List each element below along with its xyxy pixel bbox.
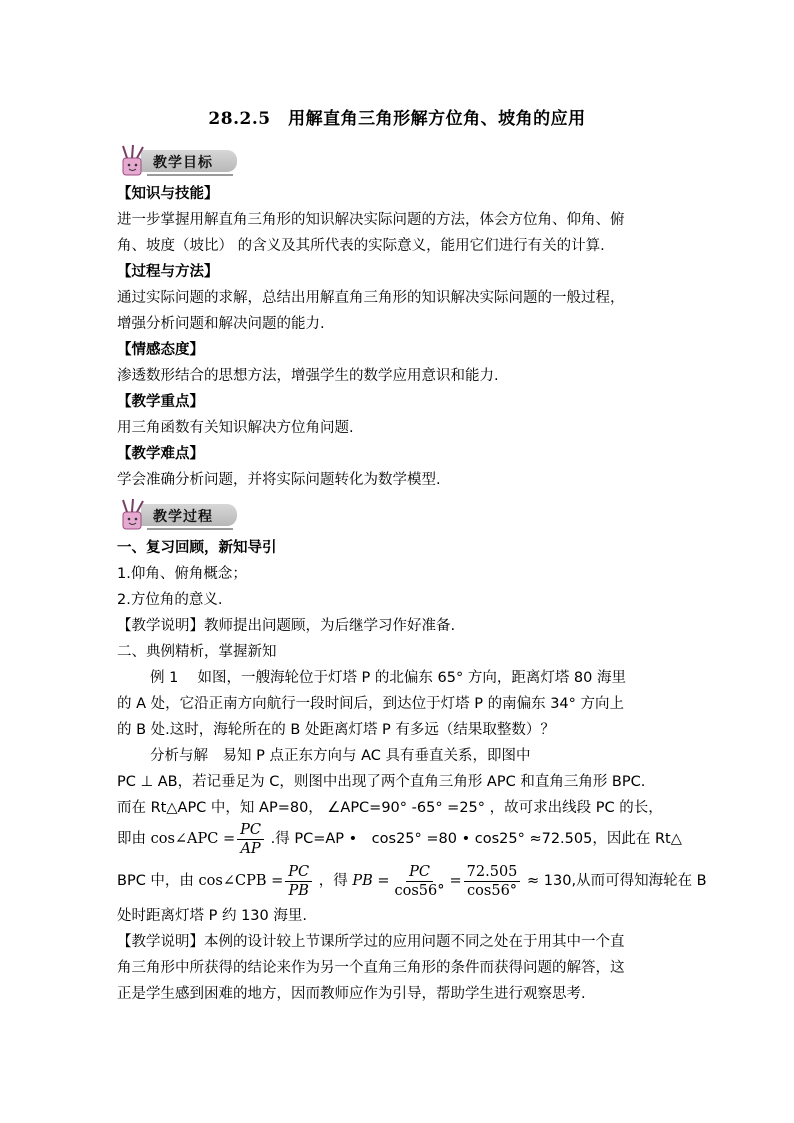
numerator: PC <box>237 821 264 840</box>
analysis-line: 分析与解 易知 P 点正东方向与 AC 具有垂直关系，即图中 <box>150 748 531 764</box>
page-title: 28.2.5 用解直角三角形解方位角、坡角的应用 <box>208 109 586 129</box>
numerator: 72.505 <box>464 863 521 882</box>
text-run: .得 PC=AP • cos25° =80 • cos25° ≈72.505，因此在 Rt△ <box>270 831 682 847</box>
teaching-note: 正是学生感到困难的地方，因而教师应作为引导，帮助学生进行观察思考. <box>117 986 586 1002</box>
section-heading: 一、复习回顾，新知导引 <box>117 540 277 556</box>
numerator: PC <box>406 863 433 882</box>
section-heading: 二、典例精析，掌握新知 <box>117 644 277 660</box>
heading-process-method: 【过程与方法】 <box>117 264 219 280</box>
text-run: BPC 中，由 <box>117 873 194 889</box>
paragraph-line: 增强分析问题和解决问题的能力. <box>117 316 325 332</box>
pb-label: PB = <box>352 873 390 889</box>
teaching-note: 【教学说明】教师提出问题顾，为后继学习作好准备. <box>117 618 456 634</box>
denominator: cos56° <box>394 882 445 899</box>
text-run: ，得 <box>318 873 348 889</box>
denominator: AP <box>240 840 261 857</box>
pencil-cup-mascot-icon <box>117 498 151 532</box>
heading-attitude: 【情感态度】 <box>117 342 204 358</box>
analysis-formula-line <box>117 820 682 858</box>
teaching-note: 【教学说明】本例的设计较上节课所学过的应用问题不同之处在于用其中一个直 <box>117 934 625 950</box>
pb-formula: PB = $\frac{PC}{\cos 56^\circ}$ = $\frac{72.505}{\cos 56^\circ}$ <box>352 862 522 900</box>
text-run: ≈ 130,从而可得知海轮在 B <box>527 873 707 889</box>
fraction <box>392 863 448 900</box>
analysis-line: PC ⊥ AB，若记垂足为 C，则图中出现了两个直角三角形 APC 和直角三角形 BPC. <box>117 774 646 790</box>
numerator: PC <box>285 863 312 882</box>
example-line: 的 A 处，它沿正南方向航行一段时间后，到达位于灯塔 P 的南偏东 34° 方向上 <box>117 696 625 712</box>
process-banner <box>117 498 247 532</box>
cos-label: cos∠CPB = <box>198 873 284 889</box>
denominator: PB <box>288 882 309 899</box>
cos-cpb-formula <box>199 862 315 900</box>
pencil-cup-mascot-icon <box>117 144 151 178</box>
fraction <box>237 821 264 858</box>
list-item: 2.方位角的意义. <box>117 592 223 608</box>
teaching-note: 角三角形中所获得的结论来作为另一个直角三角形的条件而获得问题的解答，这 <box>117 960 625 976</box>
paragraph-line: 进一步掌握用解直角三角形的知识解决实际问题的方法，体会方位角、仰角、俯 <box>117 212 625 228</box>
paragraph-line: 渗透数形结合的思想方法，增强学生的数学应用意识和能力. <box>117 368 499 384</box>
fraction <box>464 863 521 900</box>
banner-label: 教学目标 <box>153 155 213 171</box>
analysis-line: 处时距离灯塔 P 约 130 海里. <box>117 908 307 924</box>
paragraph-line: 学会准确分析问题，并将实际问题转化为数学模型. <box>117 472 441 488</box>
analysis-line: 而在 Rt△APC 中，知 AP=80， ∠APC=90° -65° =25° ，故可求出线段 PC 的长， <box>117 800 663 816</box>
heading-key-point: 【教学重点】 <box>117 394 204 410</box>
example-line: 的 B 处.这时，海轮所在的 B 处距离灯塔 P 有多远（结果取整数）？ <box>117 722 555 738</box>
analysis-formula-line <box>117 862 707 900</box>
list-item: 1.仰角、俯角概念； <box>117 566 247 582</box>
example-line: 例 1 如图，一艘海轮位于灯塔 P 的北偏东 65° 方向，距离灯塔 80 海里 <box>150 670 626 686</box>
objectives-banner <box>117 144 247 178</box>
denominator: cos56° <box>467 882 518 899</box>
heading-knowledge: 【知识与技能】 <box>117 186 219 202</box>
fraction <box>285 863 312 900</box>
banner-label: 教学过程 <box>153 509 213 525</box>
cos-apc-formula <box>151 820 266 858</box>
paragraph-line: 用三角函数有关知识解决方位角问题. <box>117 420 354 436</box>
text-run: 即由 <box>117 831 146 847</box>
paragraph-line: 角、坡度（坡比） 的含义及其所代表的实际意义，能用它们进行有关的计算. <box>117 238 605 254</box>
heading-difficulty: 【教学难点】 <box>117 446 204 462</box>
paragraph-line: 通过实际问题的求解，总结出用解直角三角形的知识解决实际问题的一般过程， <box>117 290 625 306</box>
cos-label: cos∠APC = <box>150 831 236 847</box>
